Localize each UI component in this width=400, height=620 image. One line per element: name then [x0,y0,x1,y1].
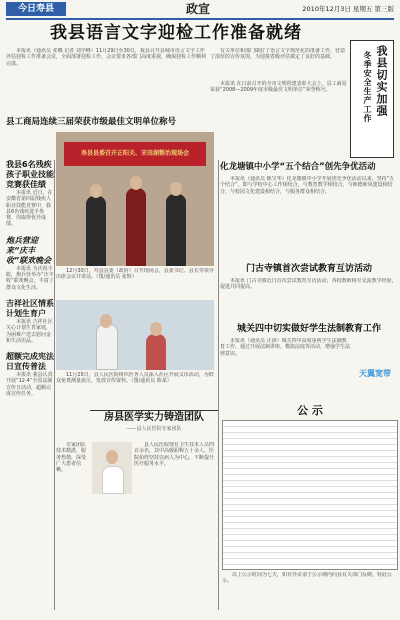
article-body-menggusi [220,278,398,318]
lead-headline: 我县语言文字迎检工作准备就绪 [50,23,302,43]
column-divider [218,160,219,610]
clinic-caption-text: 11月25日，县人民医院组织医务人员深入社区开展义诊活动，为群众免费测量血压，发放宣传资料。（图/通讯员 陈某） [56,372,214,385]
slogan-line-b: 冬季安全生产工作 [363,51,372,123]
left-body-4: 本报讯 我县认真开展“12·4”全国法制宣传日活动，超额完成宣传任务。 [6,372,53,398]
left-headline-3: 吉祥社区情系计划生育户 [6,298,54,318]
left-headline-4: 超额完成宪法日宣传普法 [6,352,54,372]
article-body-wuge [220,176,398,256]
article-text-wuge: 本报讯（通讯员 陈宝华）化龙塘镇中小学开展创先争优活动以来，坚持“五个结合”，即与学校中心工作相结合，与教育教学相结合，与师德师风建设相结合，与校园文化建设相结合，与服务群众相结合。 [220,176,395,195]
notice-table-row [223,559,397,565]
lead-body-text: 本报讯（通讯员 张娜 记者 刘学峰）11月29日至30日，我县召开县城市语言文字工作评估迎检工作准备会议，全面部署迎检工作。会议要求各部门高度重视，确保迎检工作顺利完成。 [6,48,206,67]
hospital-side-text-content: 专家团队技术精湛，服务热情，深受广大患者信赖。 [56,442,87,474]
sub-article-text: 本报讯 在日前召开的全市文明创建表彰大会上，县工商局荣获“2008—2009年度市级最佳文明单位”荣誉称号。 [210,80,347,93]
person-figure [126,188,146,266]
hospital-feature-header [90,410,218,440]
doctor-head [100,314,112,328]
photo-caption-text: 12月30日，寿县县委（政府）召开现场会，县委书记、县长等领导出席会议并讲话。（图/通讯员 张辉） [56,268,214,281]
notice-table [222,420,398,570]
hospital-title: 房县医学实力铸造团队 [104,412,204,423]
left-headline-1: 我县6名残疾孩子职业技能竞赛获佳绩 [6,160,54,189]
notice-title: 公 示 [297,404,323,417]
person-head [90,184,102,198]
slogan-line-a: 我县切实加强 [375,45,388,117]
issue-info: 2010年12月3日 星期五 第三版 [302,5,394,13]
left-headline-2: 炮兵营迎来“庆丰收”联欢晚会 [6,235,52,265]
notice-footer-text: 以上公示时间为七天，如有异议请于公示期内向县有关部门反映。特此公示。 [222,572,393,585]
photo-banner: 寿县县委召开正阳关、宋岗湖整治现场会 [64,142,206,166]
hospital-article-body [134,442,218,608]
lead-col2-text: 有关单位和部门做好了语言文字规范化的准备工作，营造了浓厚的宣传氛围，为迎接省级评估奠定了良好的基础。 [210,48,346,61]
tianyi-broadband-logo: 天翼宽带 [359,369,391,378]
hospital-article-text: 县人民医院现有卫生技术人员四百余名，其中高级职称五十余人。医院始终坚持以病人为中心，不断提升医疗服务水平。 [134,442,215,467]
lead-photo [56,132,214,266]
article-body-chengguan [220,338,350,402]
lead-article-body [6,48,206,114]
article-heading-chengguan: 城关四中切实做好学生法制教育工作 [236,324,381,334]
article-text-menggusi: 本报讯 门古寺镇近日首次尝试教育互访活动，各校教师相互交流教学经验，促进共同提高。 [220,278,397,291]
notice-footer [222,572,398,612]
lead-article-col2 [210,48,348,128]
article-text-chengguan: 本报讯（通讯员 汪涛）城关四中高度重视学生法制教育工作，通过开展法制讲座、模拟法庭等活动，增强学生法律意识。 [220,338,350,357]
hospital-side-text [56,442,90,608]
clinic-photo [56,300,214,370]
vertical-slogan-box [350,40,394,158]
patient-head [150,322,162,336]
person-figure [166,194,186,266]
photo-caption [56,268,216,294]
left-body-1: 本报讯 近日，在安徽省第四届残疾人职业技能竞赛中，我县6名残疾选手参赛，均取得优异成绩。 [6,190,53,228]
clinic-photo-caption [56,372,214,408]
person-head [130,176,142,190]
column-divider [54,160,55,610]
person-figure [86,196,106,266]
person-head [170,182,182,196]
doctor-figure [96,324,118,370]
doctor-portrait-body [102,466,124,494]
patient-figure [146,334,166,370]
doctor-portrait [92,442,132,494]
hospital-subtitle: ——县人民医院专家团队 [126,426,182,432]
left-body-2: 本报讯 为庆祝丰收，炮兵营举办“庆丰收”联欢晚会，丰富了群众文化生活。 [6,265,54,291]
masthead-divider [6,18,394,20]
doctor-portrait-head [106,450,118,464]
sub-headline: 县工商局连续三届荣获市级最佳文明单位称号 [6,117,177,127]
left-column [6,160,54,610]
article-heading-wuge: 化龙塘镇中小学“五个结合”创先争优活动 [220,162,376,172]
newspaper-logo: 今日寿县 [6,2,66,16]
article-heading-menggusi: 门古寺镇首次尝试教育互访活动 [245,264,372,274]
section-title: 政宣 [185,2,210,16]
left-body-3: 本报讯 吉祥社区关心计划生育家庭，为困难户送去慰问金和生活用品。 [6,318,53,344]
